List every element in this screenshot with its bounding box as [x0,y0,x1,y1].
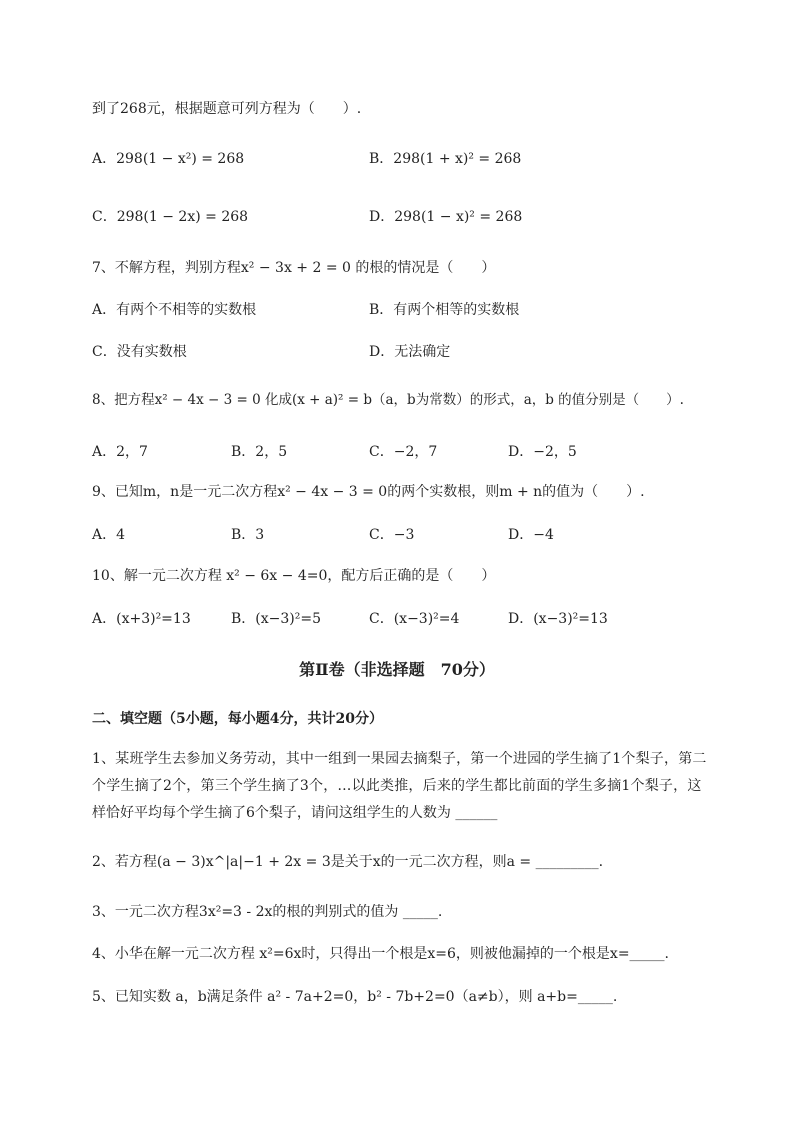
section-fill-in-heading: 二、填空题（5小题，每小题4分，共计20分） [92,711,383,727]
q8-option-d: D．−2，5 [508,444,577,460]
q8-option-c: C．−2，7 [369,444,438,460]
question-10: 10、解一元二次方程 x² − 6x − 4=0，配方后正确的是（ ） [92,568,496,584]
q10-option-b: B．(x−3)²=5 [231,611,321,627]
question-9: 9、已知m，n是一元二次方程x² − 4x − 3 = 0的两个实数根，则m + n的值为（ ）. [92,484,645,500]
q8-option-b: B．2，5 [231,444,288,460]
q7-option-b: B．有两个相等的实数根 [369,302,520,318]
q7-option-a: A．有两个不相等的实数根 [92,302,257,318]
q7-option-d: D．无法确定 [369,344,451,360]
q6-option-c: C．298(1 − 2x) = 268 [92,209,249,225]
fill-1-line-2: 个学生摘了2个，第三个学生摘了3个，…以此类推，后来的学生都比前面的学生多摘1个梨子，这 [92,778,702,794]
q9-option-a: A．4 [92,527,126,543]
q6-option-a: A．298(1 − x²) = 268 [92,151,245,167]
fill-2: 2、若方程(a − 3)x^|a|−1 + 2x = 3是关于x的一元二次方程，则a = _________. [92,854,604,870]
q10-option-c: C．(x−3)²=4 [369,611,460,627]
q6-option-d: D．298(1 − x)² = 268 [369,209,523,225]
q7-option-c: C．没有实数根 [92,344,187,360]
fill-1-line-1: 1、某班学生去参加义务劳动，其中一组到一果园去摘梨子，第一个进园的学生摘了1个梨子，第二 [92,751,707,767]
q10-option-a: A．(x+3)²=13 [92,611,191,627]
q9-option-d: D．−4 [508,527,554,543]
q10-option-d: D．(x−3)²=13 [508,611,608,627]
q6-option-b: B．298(1 + x)² = 268 [369,151,522,167]
question-8: 8、把方程x² − 4x − 3 = 0 化成(x + a)² = b（a，b为常数）的形式，a，b 的值分别是（ ）. [92,392,684,408]
fill-1-line-3: 样恰好平均每个学生摘了6个梨子，请问这组学生的人数为 ______ [92,805,498,821]
fill-5: 5、已知实数 a，b满足条件 a² - 7a+2=0，b² - 7b+2=0（a≠b），则 a+b=_____. [92,989,618,1005]
part-2-title: 第Ⅱ卷（非选择题 70分） [299,660,495,679]
fill-4: 4、小华在解一元二次方程 x²=6x时，只得出一个根是x=6，则被他漏掉的一个根是x=_____. [92,946,670,962]
q9-option-b: B．3 [231,527,265,543]
fill-3: 3、一元二次方程3x²=3 - 2x的根的判别式的值为 _____. [92,904,443,920]
question-7: 7、不解方程，判别方程x² − 3x + 2 = 0 的根的情况是（ ） [92,260,496,276]
question-6-continuation: 到了268元，根据题意可列方程为（ ）. [92,101,362,117]
q9-option-c: C．−3 [369,527,415,543]
q8-option-a: A．2，7 [92,444,148,460]
